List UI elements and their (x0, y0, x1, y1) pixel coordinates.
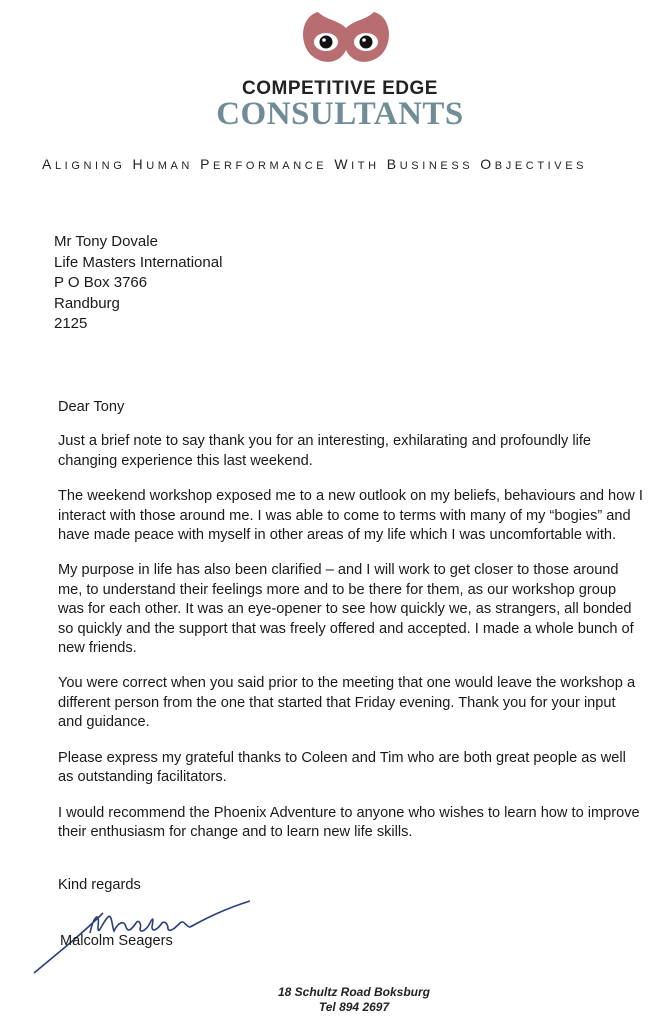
recipient-address (54, 232, 222, 335)
paragraph: The weekend workshop exposed me to a new outlook on my beliefs, behaviours and how I interact with those around me. I was able to come to terms with many of my “bogies” and have made peace with myself in other areas of my life which I was uncomfortable with. (58, 488, 643, 544)
recipient-company: Life Masters International (54, 253, 223, 271)
closing: Kind regards (58, 877, 141, 893)
tagline-word: HUMAN (132, 156, 193, 172)
salutation: Dear Tony (58, 399, 125, 415)
tagline-word: ALIGNING (42, 156, 126, 172)
owl-eyes-logo-icon (296, 6, 396, 68)
tagline-word: OBJECTIVES (480, 156, 588, 172)
signer-name: Malcolm Seagers (60, 933, 173, 949)
paragraph: I would recommend the Phoenix Adventure to anyone who wishes to learn how to improve their enthusiasm for change and to learn new life skills. (58, 804, 640, 840)
footer-address: 18 Schultz Road Boksburg (277, 985, 431, 999)
brand-name-line1: COMPETITIVE EDGE (242, 78, 438, 99)
tagline-word: BUSINESS (386, 156, 474, 172)
letter-body (58, 398, 643, 858)
paragraph: Just a brief note to say thank you for an interesting, exhilarating and profoundly life changing experience this last weekend. (58, 433, 591, 469)
footer-tel: Tel 894 2697 (318, 1000, 390, 1014)
recipient-postal-code: 2125 (54, 315, 88, 332)
tagline-word: PERFORMANCE (200, 156, 328, 172)
tagline-word: WITH (334, 156, 380, 172)
paragraph: My purpose in life has also been clarified – and I will work to get closer to those around me, to understand their feelings more and to be there for them, as our workshop group was for each other. It was an eye-opener to see how quickly we, as strangers, all bonded so quickly and the support that was freely offered and accepted. I made a whole bunch of new friends. (58, 562, 634, 657)
recipient-city: Randburg (54, 294, 120, 312)
brand-name-line2: CONSULTANTS (216, 96, 464, 132)
recipient-name: Mr Tony Dovale (54, 233, 158, 250)
paragraph: You were correct when you said prior to the meeting that one would leave the workshop a different person from the one that started that Friday evening. Thank you for your input and guidance. (58, 675, 636, 731)
tagline (42, 156, 654, 172)
recipient-po-box: P O Box 3766 (54, 274, 148, 291)
tagline-text (42, 158, 587, 172)
paragraph: Please express my grateful thanks to Coleen and Tim who are both great people as well as outstanding facilitators. (58, 749, 626, 786)
